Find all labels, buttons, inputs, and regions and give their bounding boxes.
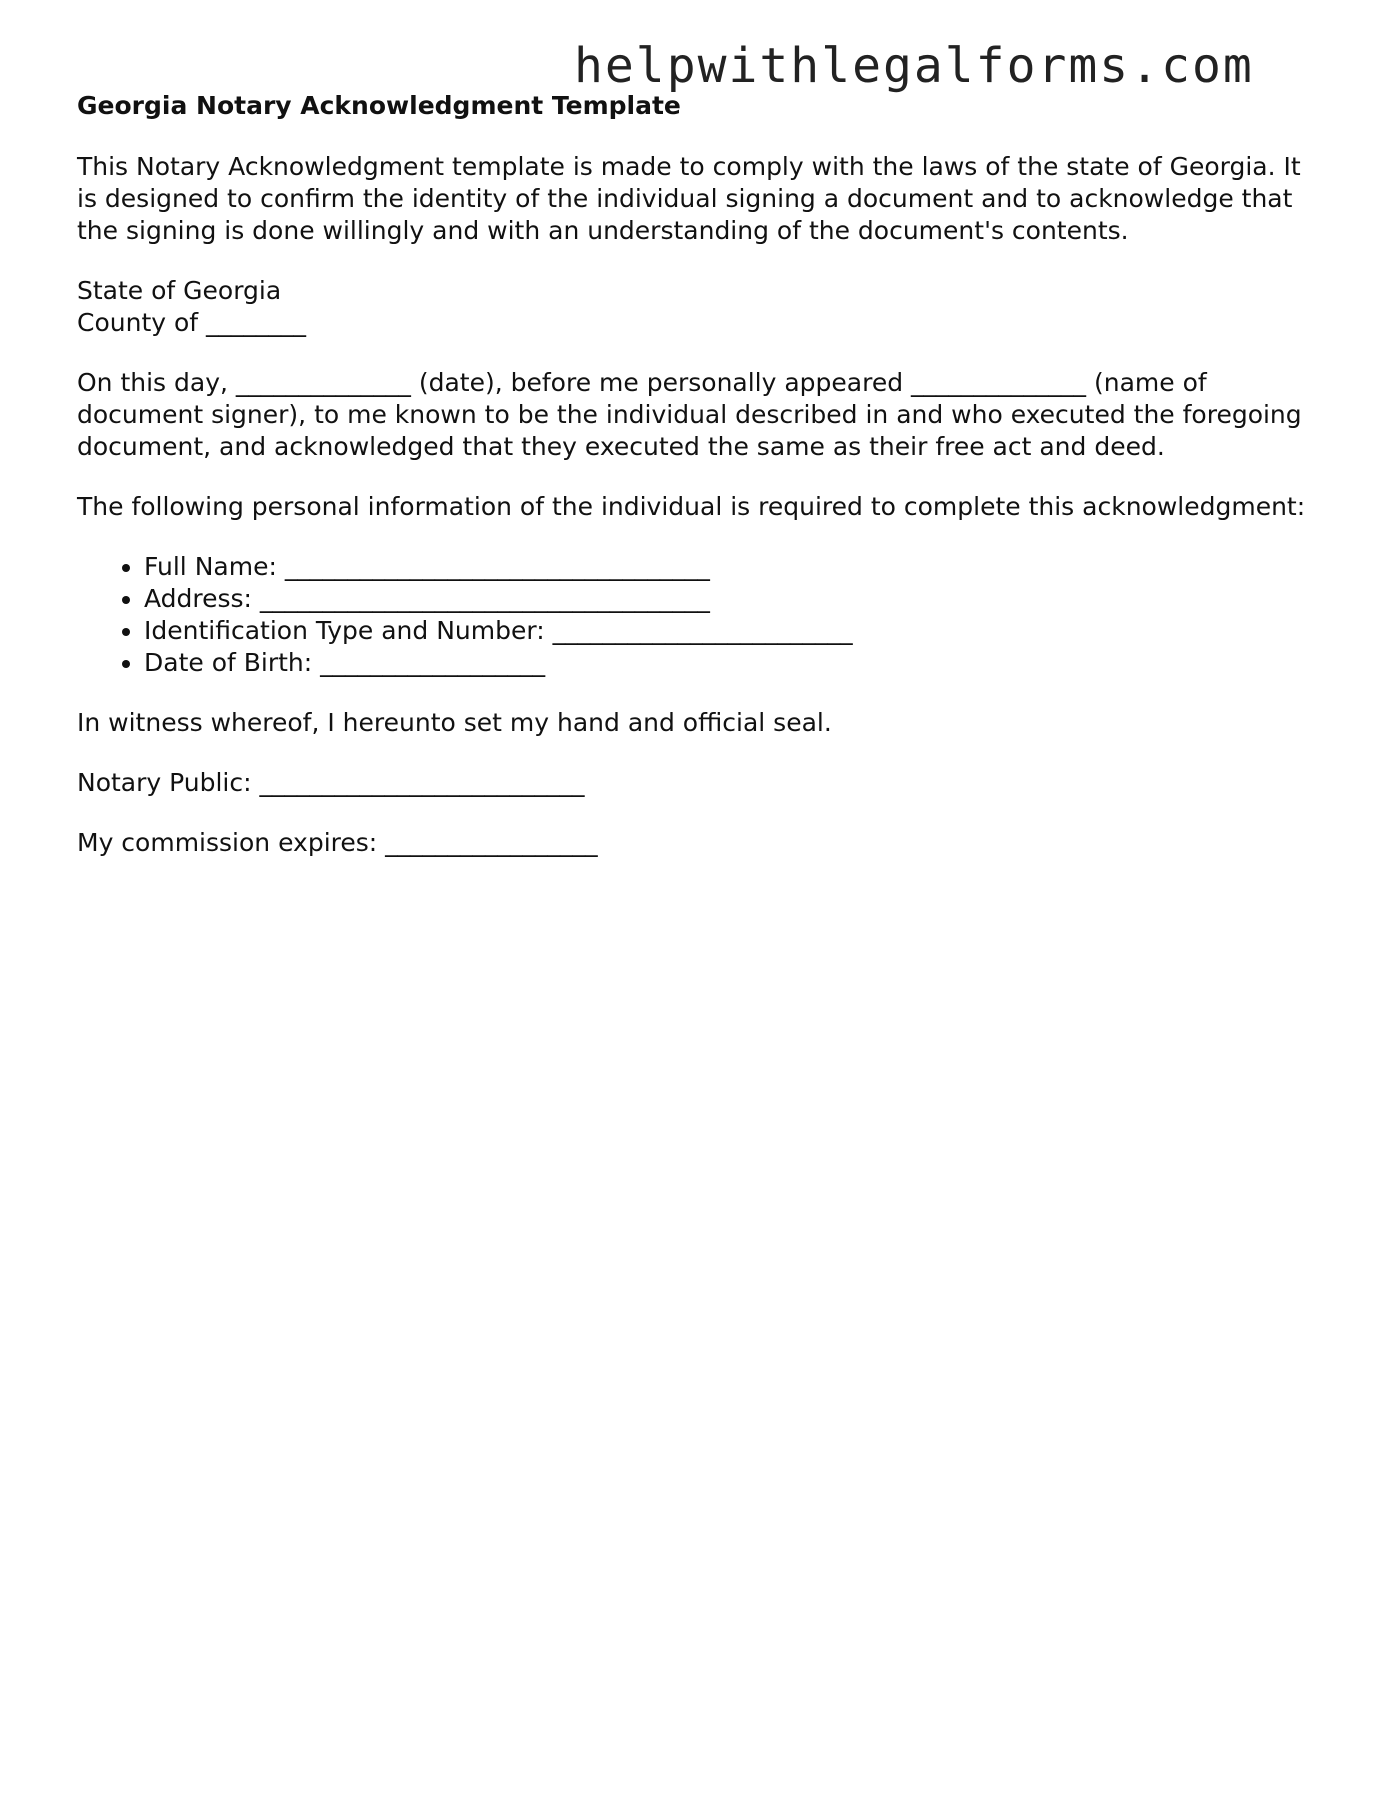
document-body [77,88,1327,887]
venue-state: State of Georgia [77,276,282,305]
venue-county: County of ________ [77,308,307,337]
witness-statement: In witness whereof, I hereunto set my hand and official seal. [77,708,832,737]
info-fields-list [77,551,1327,679]
intro-paragraph: This Notary Acknowledgment template is made to comply with the laws of the state of Georgia. It is designed to confirm the identity of the individual signing a document and to acknowledge that the signing is done willingly and with an understanding of the document's contents. [77,152,1301,245]
watermark-logo: helpwithlegalforms.com [574,38,1254,94]
venue-block [77,275,1327,339]
list-item-full-name: • Full Name: __________________________________ [144,551,1327,583]
document-title: Georgia Notary Acknowledgment Template [77,91,681,120]
list-item-identification: • Identification Type and Number: ________________________ [144,615,1327,647]
list-item-address: • Address: ____________________________________ [144,583,1327,615]
commission-expires-line: My commission expires: _________________ [77,828,598,857]
info-intro: The following personal information of the individual is required to complete this acknowledgment: [77,492,1306,521]
list-item-date-of-birth: • Date of Birth: __________________ [144,647,1327,679]
acknowledgment-paragraph: On this day, ______________ (date), before me personally appeared ______________ (name of document signer), to me known to be the individual described in and who executed the foregoing document, and acknowledged that they executed the same as their free act and deed. [77,368,1302,461]
notary-public-line: Notary Public: __________________________ [77,768,585,797]
